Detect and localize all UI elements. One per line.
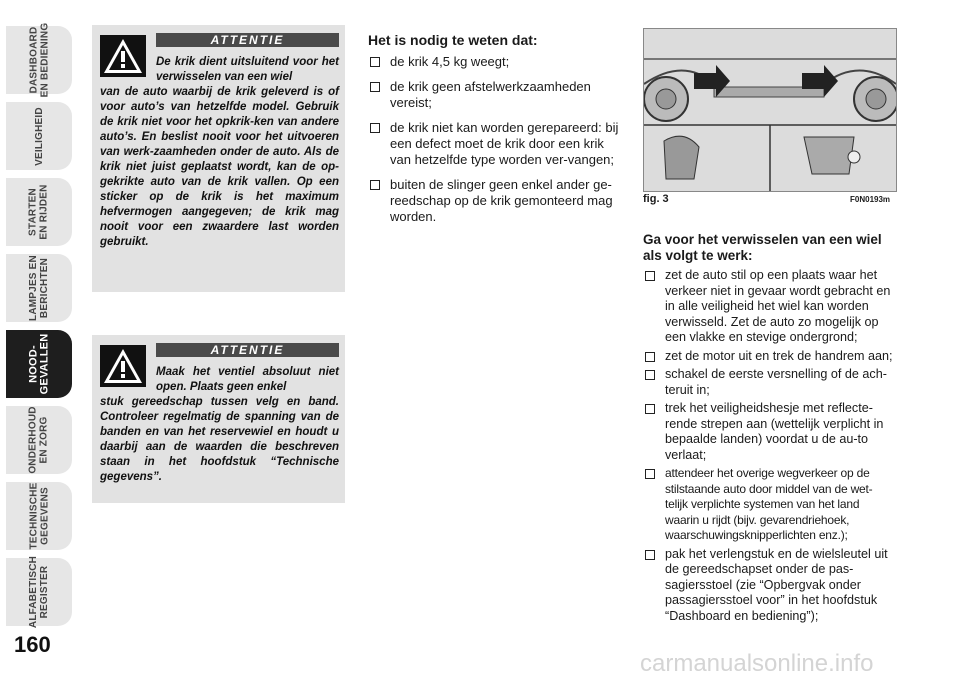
warning-header: ATTENTIE [156, 343, 339, 357]
list-item: zet de auto stil op een plaats waar het verkeer niet in gevaar wordt gebracht en in alle veiligheid het wiel kan worden verwisseld. Zet de auto zo mogelijk op een vlakke en stevige ondergrond; [643, 268, 895, 346]
warning-header: ATTENTIE [156, 33, 339, 47]
page-number: 160 [14, 632, 51, 657]
tab-label: STARTEN EN RIJDEN [28, 184, 50, 240]
jack-info-section [368, 32, 620, 234]
list-item: pak het verlengstuk en de wielsleutel uit de gereedschapset onder de pas-sagiersstoel (zie “Opbergvak onder passagiersstoel voor” in het hoofdstuk “Dashboard en bediening”); [643, 547, 895, 625]
list-item: schakel de eerste versnelling of de ach-teruit in; [643, 367, 895, 398]
warning-lead: De krik dient uitsluitend voor het verwisselen van een wiel [156, 56, 339, 83]
section-title: Het is nodig te weten dat: [368, 32, 538, 48]
wheel-change-steps [643, 268, 895, 624]
tab-label: ONDERHOUD EN ZORG [28, 406, 51, 474]
list-item: trek het veiligheidshesje met reflecte-rende strepen aan (wettelijk verplicht in bepaalde landen) voordat u de au-to verlaat; [643, 401, 895, 463]
checkbox-bullet-icon [645, 370, 655, 380]
checkbox-bullet-icon [370, 123, 380, 133]
figure-caption: fig. 3 [643, 193, 669, 205]
tab-dashboard[interactable] [6, 22, 72, 98]
tab-register[interactable] [6, 555, 72, 629]
tab-label: LAMPJES EN BERICHTEN [28, 255, 50, 321]
list-item: de krik 4,5 kg weegt; [368, 54, 620, 70]
tab-noodgevallen[interactable] [6, 330, 72, 398]
checkbox-bullet-icon [645, 404, 655, 414]
warning-text [100, 55, 339, 250]
checkbox-bullet-icon [370, 82, 380, 92]
list-item: de krik geen afstelwerkzaamheden vereist; [368, 79, 620, 111]
checkbox-bullet-icon [645, 469, 655, 479]
list-item: buiten de slinger geen enkel ander ge-reedschap op de krik gemonteerd mag worden. [368, 177, 620, 225]
list-item: zet de motor uit en trek de handrem aan; [643, 349, 895, 365]
section-title: Ga voor het verwisselen van een wiel als volgt te werk: [643, 232, 882, 263]
tab-technische[interactable] [6, 482, 72, 550]
list-item: de krik niet kan worden gerepareerd: bij een defect moet de krik door een krik van hetzelfde type worden ver-vangen; [368, 120, 620, 168]
warning-body: van de auto waarbij de krik geleverd is of voor auto’s van hetzelfde model. Gebruik de krik niet voor het opkrik-ken van andere auto’s. En beslist nooit voor het uitvoeren van werk-zaamheden onder de auto. Als de krik niet juist geplaatst wordt, kan de op-gekrikte auto van de krik vallen. Op een sticker op de krik is het maximum hefvermogen aangegeven; de krik mag nooit voor een zwaardere last worden gebruikt. [100, 86, 339, 248]
tab-veiligheid[interactable] [6, 102, 72, 170]
warning-text [100, 365, 339, 485]
tab-starten[interactable] [6, 178, 72, 246]
tab-label: DASHBOARD EN BEDIENING [28, 22, 51, 98]
warning-body: stuk gereedschap tussen velg en band. Controleer regelmatig de spanning van de banden en van het reservewiel en houdt u daarbij aan de waarden die beschreven staan in het hoofdstuk “Technische gegevens”. [100, 396, 339, 483]
checkbox-bullet-icon [645, 550, 655, 560]
jack-position-figure [643, 28, 897, 192]
warning-box [92, 335, 345, 503]
tab-label: ALFABETISCH REGISTER [28, 555, 51, 629]
checkbox-bullet-icon [645, 352, 655, 362]
tab-label: TECHNISCHE GEGEVENS [28, 482, 51, 550]
wheel-change-section [643, 232, 895, 627]
figure-code: F0N0193m [850, 195, 891, 204]
jack-info-list [368, 54, 620, 225]
list-item: attendeer het overige wegverkeer op de stilstaande auto door middel van de wet-telijk verplichte systemen van het land waarin u rijdt (bijv. gevarendriehoek, waarschuwingsknipperlichten enz.); [643, 466, 895, 544]
tab-lampjes[interactable] [6, 254, 72, 322]
tab-label: NOOD- GEVALLEN [27, 333, 50, 395]
checkbox-bullet-icon [370, 57, 380, 67]
checkbox-bullet-icon [645, 271, 655, 281]
warning-box [92, 25, 345, 292]
tab-onderhoud[interactable] [6, 406, 72, 474]
tab-label: VEILIGHEID [33, 106, 45, 166]
checkbox-bullet-icon [370, 180, 380, 190]
warning-lead: Maak het ventiel absoluut niet open. Plaats geen enkel [156, 366, 339, 393]
watermark: carmanualsonline.info [640, 650, 874, 677]
